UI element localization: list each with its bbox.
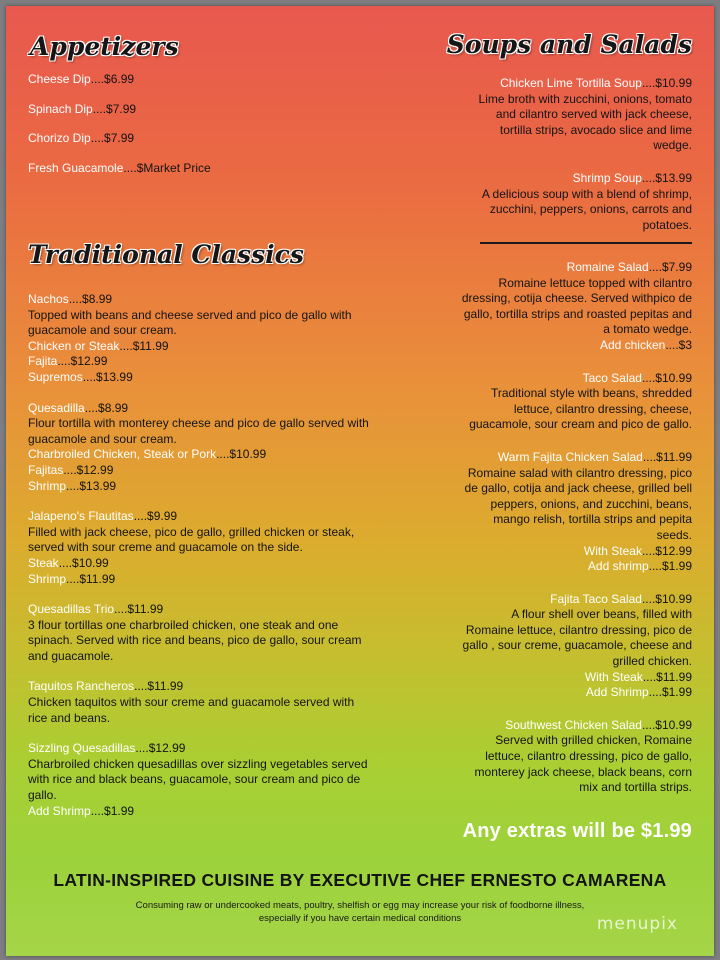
option-price: ....$1.99	[648, 559, 692, 574]
menu-item	[28, 72, 398, 88]
item-description: guacamole and sour cream.	[28, 431, 177, 446]
item-name: Fresh Guacamole	[28, 160, 124, 175]
option-price: ....$11.99	[119, 338, 169, 353]
item-description: and guacamole.	[28, 648, 114, 663]
salads-column	[452, 260, 692, 813]
item-name: Taquitos Rancheros	[28, 679, 135, 694]
menu-item	[452, 371, 692, 433]
traditional-classics-column	[28, 292, 398, 834]
item-description: Romaine lettuce, cilantro dressing, pico de	[465, 622, 692, 637]
item-name: Southwest Chicken Salad	[505, 717, 642, 732]
menu-item	[452, 718, 692, 796]
item-description: A delicious soup with a blend of shrimp,	[481, 186, 692, 201]
item-description: grilled chicken.	[612, 654, 692, 669]
option-name: Fajitas	[28, 462, 64, 477]
option-name: Shrimp	[28, 571, 67, 586]
item-option	[28, 572, 398, 588]
item-description: seeds.	[656, 527, 692, 542]
item-name: Nachos	[28, 292, 69, 306]
item-name: Quesadilla	[28, 400, 85, 415]
menu-item	[452, 592, 692, 701]
item-description: guacamole and sour cream.	[28, 323, 177, 338]
item-description: de gallo, cotija and jack cheese, grilled bell	[464, 481, 692, 496]
item-title-line	[28, 102, 398, 118]
item-title-line	[452, 260, 692, 276]
menu-item	[28, 679, 398, 726]
item-description: wedge.	[653, 138, 692, 153]
item-description: and cilantro served with jack cheese,	[495, 107, 692, 122]
traditional-classics-heading: Traditional Classics	[28, 240, 304, 269]
menu-item	[452, 260, 692, 354]
item-name: Quesadillas Trio	[28, 602, 115, 617]
item-price: ....$11.99	[134, 679, 184, 694]
item-description: guacamole, sour cream and pico de gallo.	[469, 417, 692, 432]
item-price: ....$7.99	[648, 260, 692, 274]
item-name: Cheese Dip	[28, 72, 91, 86]
item-price: ....$10.99	[641, 370, 692, 385]
option-price: ....$10.99	[58, 555, 109, 570]
item-description: Flour tortilla with monterey cheese and pico de gallo served with	[28, 416, 369, 431]
item-option	[28, 339, 398, 355]
option-price: ....$11.99	[642, 669, 692, 684]
item-description: Chicken taquitos with sour creme and guacamole served with	[28, 695, 355, 710]
option-name: Add Shrimp	[28, 803, 91, 818]
item-option	[28, 447, 398, 463]
item-title-line	[452, 718, 692, 734]
item-name: Shrimp Soup	[572, 170, 642, 185]
item-price: ....$10.99	[641, 591, 692, 606]
item-price: ....$6.99	[90, 72, 135, 86]
item-price: ....$11.99	[642, 449, 692, 464]
menu-item	[28, 161, 398, 177]
item-description: potatoes.	[642, 217, 692, 232]
item-name: Warm Fajita Chicken Salad	[497, 449, 643, 464]
item-title-line	[28, 741, 398, 757]
item-option	[452, 559, 692, 575]
item-price: ....$7.99	[90, 131, 135, 146]
item-price: ....$9.99	[133, 509, 178, 524]
item-option	[28, 479, 398, 495]
soups-column	[452, 76, 692, 250]
soups-salads-heading: Soups and Salads	[446, 30, 692, 59]
item-description: Charbroiled chicken quesadillas over sizzling vegetables served	[28, 756, 368, 771]
appetizers-column	[28, 72, 398, 190]
item-title-line	[452, 450, 692, 466]
option-price: ....$12.99	[63, 462, 114, 477]
item-title-line	[452, 592, 692, 608]
section-divider	[480, 242, 692, 244]
item-description: gallo, tortilla strips and roasted pepitas and	[463, 306, 692, 321]
item-description: gallo , sour creme, guacamole, cheese and	[462, 638, 692, 653]
item-description: Romaine lettuce topped with cilantro	[498, 275, 692, 290]
item-title-line	[28, 72, 398, 88]
item-description: lettuce, cilantro dressing, pico de gallo,	[485, 749, 692, 764]
item-price: ....$11.99	[114, 602, 164, 617]
menu-item	[28, 292, 398, 386]
chef-tagline: LATIN-INSPIRED CUISINE BY EXECUTIVE CHEF ERNESTO CAMARENA	[53, 870, 667, 890]
option-name: Supremos	[28, 369, 83, 384]
item-title-line	[28, 161, 398, 177]
item-option	[452, 670, 692, 686]
option-price: ....$12.99	[57, 354, 108, 369]
item-description: Traditional style with beans, shredded	[491, 386, 692, 401]
menu-item	[28, 401, 398, 495]
item-price: ....$13.99	[641, 170, 692, 185]
item-description: spinach. Served with rice and beans, pico de gallo, sour cream	[28, 633, 362, 648]
item-description: a tomato wedge.	[603, 322, 692, 337]
item-title-line	[28, 401, 398, 417]
item-description: Romaine salad with cilantro dressing, pico	[467, 465, 692, 480]
menu-item	[452, 171, 692, 233]
item-name: Sizzling Quesadillas	[28, 741, 136, 756]
item-title-line	[452, 76, 692, 92]
item-option	[452, 685, 692, 701]
option-price: ....$12.99	[641, 543, 692, 558]
option-price: ....$13.99	[66, 478, 117, 493]
option-name: Add Shrimp	[585, 685, 649, 700]
item-option	[452, 338, 692, 354]
item-description: A flour shell over beans, filled with	[511, 607, 692, 622]
item-description: mix and tortilla strips.	[579, 780, 692, 795]
item-option	[452, 544, 692, 560]
option-name: Steak	[28, 555, 59, 570]
option-name: Chicken or Steak	[28, 338, 120, 353]
menu-item	[28, 602, 398, 664]
disclaimer-line-2: especially if you have certain medical conditions	[258, 913, 462, 924]
item-description: Served with grilled chicken, Romaine	[495, 733, 692, 748]
item-description: tortilla strips, avocado slice and lime	[499, 122, 692, 137]
menu-item	[452, 76, 692, 154]
menu-item	[28, 102, 398, 118]
item-option	[28, 556, 398, 572]
option-name: With Steak	[584, 669, 643, 684]
menu-item	[452, 450, 692, 575]
item-description: with rice and black beans, guacamole, sour cream and pico de	[28, 772, 361, 787]
item-name: Spinach Dip	[28, 101, 93, 116]
item-title-line	[28, 292, 398, 308]
item-description: 3 flour tortillas one charbroiled chicken, one steak and one	[28, 617, 339, 632]
item-title-line	[28, 602, 398, 618]
item-price: ....$Market Price	[123, 160, 211, 175]
menu-item	[28, 509, 398, 587]
menu-item	[28, 741, 398, 819]
item-price: ....$8.99	[84, 400, 129, 415]
item-title-line	[28, 509, 398, 525]
item-option	[28, 354, 398, 370]
item-name: Jalapeno's Flautitas	[28, 509, 134, 524]
item-price: ....$7.99	[92, 101, 137, 116]
item-description: rice and beans.	[28, 710, 111, 725]
item-description: served with sour creme and guacamole on the side.	[28, 540, 303, 555]
option-name: Charbroiled Chicken, Steak or Pork	[28, 447, 217, 462]
option-name: Add chicken	[599, 337, 666, 352]
option-price: ....$11.99	[66, 571, 116, 586]
appetizers-heading: Appetizers	[30, 32, 179, 61]
item-price: ....$10.99	[641, 76, 692, 90]
item-price: ....$10.99	[641, 717, 692, 732]
menupix-watermark: menupix	[596, 914, 678, 934]
item-description: Filled with jack cheese, pico de gallo, grilled chicken or steak,	[28, 524, 355, 539]
item-name: Chicken Lime Tortilla Soup	[500, 76, 642, 90]
extras-note: Any extras will be $1.99	[462, 820, 692, 842]
item-description: dressing, cotija cheese. Served withpico de	[461, 291, 692, 306]
item-description: peppers, onions, and zucchini, beans,	[490, 496, 692, 511]
option-price: ....$1.99	[90, 803, 135, 818]
item-name: Chorizo Dip	[28, 131, 91, 146]
menu-item	[28, 131, 398, 147]
item-title-line	[452, 371, 692, 387]
item-name: Fajita Taco Salad	[550, 591, 642, 606]
option-name: Shrimp	[28, 478, 67, 493]
option-price: ....$3	[665, 337, 692, 352]
item-name: Romaine Salad	[566, 260, 649, 274]
item-price: ....$8.99	[68, 292, 113, 306]
item-name: Taco Salad	[582, 370, 642, 385]
option-price: ....$13.99	[82, 369, 133, 384]
menu-page	[6, 6, 714, 956]
item-description: gallo.	[28, 788, 57, 803]
item-description: lettuce, cilantro dressing, cheese,	[513, 401, 692, 416]
item-option	[28, 370, 398, 386]
item-price: ....$12.99	[135, 741, 186, 756]
option-name: With Steak	[583, 543, 642, 558]
item-description: mango relish, tortilla strips and pepita	[493, 512, 692, 527]
item-title-line	[28, 679, 398, 695]
item-description: monterey jack cheese, black beans, corn	[474, 764, 692, 779]
item-title-line	[452, 171, 692, 187]
item-description: zucchini, peppers, onions, carrots and	[489, 202, 692, 217]
option-name: Add shrimp	[587, 559, 649, 574]
item-option	[28, 463, 398, 479]
option-price: ....$1.99	[648, 685, 692, 700]
option-name: Fajita	[28, 354, 58, 369]
item-description: Topped with beans and cheese served and pico de gallo with	[28, 307, 352, 322]
item-option	[28, 804, 398, 820]
option-price: ....$10.99	[216, 447, 267, 462]
disclaimer-line-1: Consuming raw or undercooked meats, poultry, shelfish or egg may increase your risk of foodborne illness,	[135, 900, 585, 911]
item-title-line	[28, 131, 398, 147]
item-description: Lime broth with zucchini, onions, tomato	[478, 91, 692, 106]
